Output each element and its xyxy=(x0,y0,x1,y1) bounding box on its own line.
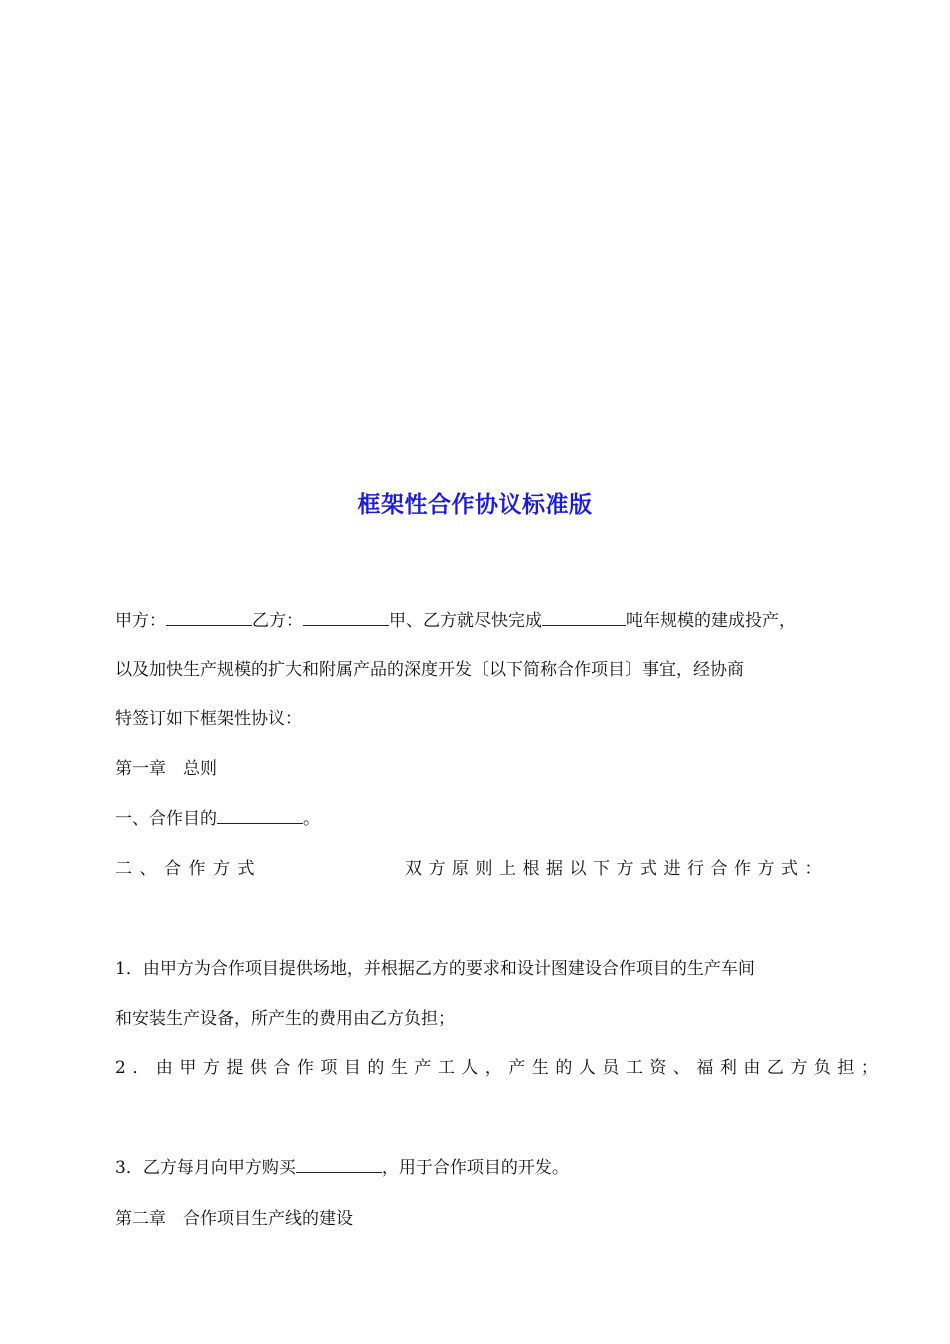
party-b-blank xyxy=(303,610,389,626)
item-3-suffix: ，用于合作项目的开发。 xyxy=(381,1158,569,1178)
cooperation-purpose-blank xyxy=(217,808,303,824)
party-a-label: 甲方： xyxy=(115,611,166,631)
preamble-line-2: 以及加快生产规模的扩大和附属产品的深度开发〔以下简称合作项目〕事宜，经协商 xyxy=(115,660,744,680)
chapter-1-heading: 第一章 总则 xyxy=(115,759,217,779)
preamble-line-3: 特签订如下框架性协议： xyxy=(115,709,302,729)
item-2: 2．由甲方提供合作项目的生产工人，产生的人员工资、福利由乙方负担； xyxy=(115,1058,885,1078)
item-1-line-2: 和安装生产设备，所产生的费用由乙方负担； xyxy=(115,1009,455,1029)
party-b-label: 乙方： xyxy=(252,611,303,631)
clause-1 xyxy=(115,808,320,830)
preamble-text-a: 甲、乙方就尽快完成 xyxy=(389,611,542,631)
party-a-blank xyxy=(166,610,252,626)
item-1-line-1: 1．由甲方为合作项目提供场地，并根据乙方的要求和设计图建设合作项目的生产车间 xyxy=(115,959,755,979)
preamble-text-b: 吨年规模的建成投产， xyxy=(626,611,796,631)
clause-2-left: 二、合作方式 xyxy=(115,859,262,879)
clause-1-suffix: 。 xyxy=(303,809,320,829)
clause-1-prefix: 一、合作目的 xyxy=(115,809,217,829)
clause-2-right: 双方原则上根据以下方式进行合作方式： xyxy=(405,859,828,879)
chapter-2-heading: 第二章 合作项目生产线的建设 xyxy=(115,1209,353,1229)
capacity-blank xyxy=(542,610,626,626)
document-title: 框架性合作协议标准版 xyxy=(357,492,593,518)
purchase-blank xyxy=(296,1157,382,1173)
item-3-prefix: 3．乙方每月向甲方购买 xyxy=(115,1158,296,1178)
preamble-line-1 xyxy=(115,610,796,632)
item-3 xyxy=(115,1157,569,1179)
